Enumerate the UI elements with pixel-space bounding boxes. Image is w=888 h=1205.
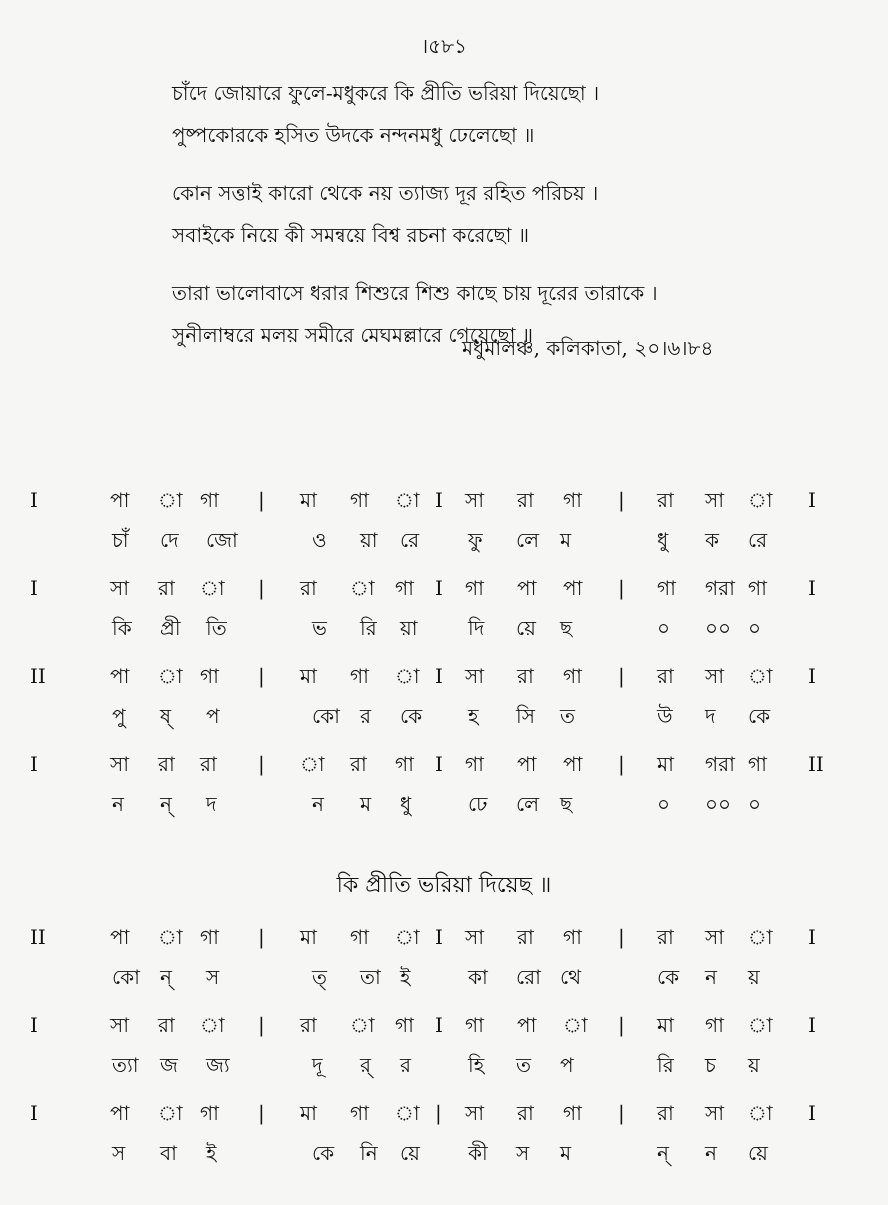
lyric-syllable: ত্যা: [112, 1053, 139, 1077]
swara-line: [0, 1093, 888, 1133]
lyric-syllable: ত: [560, 704, 576, 728]
swara-note: া: [350, 576, 375, 600]
lyric-syllable: ন: [705, 1141, 717, 1165]
swara-note: া: [395, 488, 420, 512]
swara-note: II: [30, 925, 46, 949]
lyric-syllable: ক: [705, 528, 719, 552]
swara-note: সা: [465, 925, 485, 949]
swara-note: সা: [705, 1101, 725, 1125]
swara-note: মা: [300, 925, 317, 949]
lyric-syllable-line: [0, 696, 888, 736]
swara-note: গা: [465, 752, 484, 776]
lyric-syllable-line: [0, 957, 888, 997]
notation-row: [0, 917, 888, 997]
lyric-syllable: লে: [516, 528, 540, 552]
lyric-syllable: দ: [705, 704, 716, 728]
swara-note: গা: [465, 576, 484, 600]
swara-note: রা: [158, 752, 175, 776]
swara-note: রা: [300, 1013, 317, 1037]
swara-note: গা: [200, 488, 219, 512]
lyric-syllable: ত: [516, 1053, 532, 1077]
swara-note: গা: [395, 752, 414, 776]
swara-note: |: [618, 576, 625, 600]
swara-note: া: [200, 1013, 225, 1037]
lyric-syllable: ধু: [657, 528, 669, 552]
lyric-syllable: কা: [468, 965, 488, 989]
lyric-syllable: ষ্: [160, 704, 172, 728]
notation-row: [0, 480, 888, 560]
lyric-syllable: ন্: [657, 1141, 669, 1165]
lyric-syllable: প্রী: [160, 616, 181, 640]
lyric-syllable: ম: [360, 792, 372, 816]
lyric-syllable: বা: [160, 1141, 177, 1165]
lyric-syllable: কে: [748, 704, 771, 728]
swara-line: [0, 568, 888, 608]
swara-note: |: [618, 752, 625, 776]
lyric-syllable: ০০: [705, 616, 732, 640]
lyric-syllable: ০: [657, 616, 671, 640]
lyric-syllable: র্: [360, 1053, 372, 1077]
swara-line: [0, 480, 888, 520]
swara-note: I: [30, 1013, 38, 1037]
swara-note: া: [395, 664, 420, 688]
swara-note: I: [435, 752, 443, 776]
swara-note: I: [808, 1101, 816, 1125]
swara-note: া: [350, 1013, 375, 1037]
swara-note: পা: [517, 752, 537, 776]
lyric-syllable: কে: [400, 704, 423, 728]
lyrics-block: [172, 72, 812, 372]
swara-note: রা: [300, 576, 317, 600]
lyric-line: তারা ভালোবাসে ধরার শিশুরে শিশু কাছে চায় দূরের তারাকে ।: [172, 281, 658, 305]
lyric-syllable: ০: [748, 616, 762, 640]
swara-note: সা: [705, 925, 725, 949]
lyric-syllable: পু: [112, 704, 126, 728]
swara-note: II: [30, 664, 46, 688]
swara-note: গা: [350, 488, 369, 512]
lyric-syllable: য়ে: [748, 1141, 768, 1165]
swara-note: I: [808, 664, 816, 688]
swara-note: া: [563, 1013, 588, 1037]
swara-note: গা: [563, 488, 582, 512]
lyric-syllable: কে: [657, 965, 680, 989]
lyric-syllable: প: [206, 704, 220, 728]
swara-note: পা: [517, 1013, 537, 1037]
swara-note: পা: [110, 1101, 130, 1125]
lyric-syllable: তি: [206, 616, 227, 640]
lyric-syllable: কে: [312, 1141, 335, 1165]
swara-note: |: [618, 488, 625, 512]
swara-note: রা: [517, 664, 534, 688]
lyric-syllable: য়ে: [400, 1141, 420, 1165]
swara-note: মা: [657, 752, 674, 776]
swara-line: [0, 744, 888, 784]
swara-note: সা: [705, 488, 725, 512]
swara-note: গা: [200, 664, 219, 688]
swara-note: রা: [517, 1101, 534, 1125]
swara-note: রা: [200, 752, 217, 776]
lyric-syllable: কি: [112, 616, 132, 640]
swara-note: গা: [563, 925, 582, 949]
lyric-syllable: ঢে: [468, 792, 488, 816]
notation-row: [0, 568, 888, 648]
swara-note: পা: [110, 664, 130, 688]
lyric-syllable: ও: [312, 528, 327, 552]
swara-note: I: [435, 488, 443, 512]
notation-row: [0, 656, 888, 736]
swara-line: [0, 656, 888, 696]
lyric-syllable: কো: [312, 704, 340, 728]
lyric-line: সুনীলাম্বরে মলয় সমীরে মেঘমল্লারে গেয়েছো ॥: [172, 323, 534, 347]
swara-note: I: [30, 488, 38, 512]
swara-note: া: [300, 752, 325, 776]
lyric-syllable: রে: [748, 528, 768, 552]
swara-note: গা: [395, 576, 414, 600]
swara-note: া: [395, 925, 420, 949]
swara-note: সা: [110, 1013, 130, 1037]
swara-note: |: [618, 925, 625, 949]
swara-note: া: [158, 1101, 183, 1125]
lyric-syllable-line: [0, 1045, 888, 1085]
swara-note: গরা: [705, 576, 735, 600]
swara-note: I: [808, 576, 816, 600]
swara-note: II: [808, 752, 824, 776]
swara-note: গা: [465, 1013, 484, 1037]
swara-note: রা: [657, 664, 674, 688]
lyric-syllable: লে: [516, 792, 540, 816]
swara-note: গা: [200, 1101, 219, 1125]
lyric-syllable: ধু: [400, 792, 412, 816]
lyric-syllable-line: [0, 608, 888, 648]
refrain-caption: কি প্রীতি ভরিয়া দিয়েছ ॥: [336, 873, 552, 898]
swara-note: া: [395, 1101, 420, 1125]
lyric-syllable: ই: [400, 965, 411, 989]
lyric-syllable: স: [112, 1141, 126, 1165]
swara-note: া: [748, 488, 773, 512]
swara-note: |: [618, 664, 625, 688]
lyric-syllable: ম: [560, 1141, 572, 1165]
swara-note: রা: [657, 1101, 674, 1125]
lyric-syllable-line: [0, 520, 888, 560]
lyric-syllable: স: [516, 1141, 530, 1165]
lyric-syllable: দে: [160, 528, 179, 552]
lyric-syllable: য়: [748, 1053, 760, 1077]
swara-note: I: [808, 488, 816, 512]
lyric-syllable: ন্: [160, 965, 172, 989]
lyric-syllable: দূ: [312, 1053, 323, 1077]
swara-note: I: [30, 576, 38, 600]
lyric-syllable: র: [360, 704, 372, 728]
swara-note: রা: [517, 925, 534, 949]
swara-note: সা: [110, 576, 130, 600]
swara-line: [0, 1005, 888, 1045]
swara-note: গরা: [705, 752, 735, 776]
swara-note: গা: [200, 925, 219, 949]
lyric-syllable: প: [560, 1053, 574, 1077]
lyric-syllable: হ: [468, 704, 479, 728]
lyric-syllable: কো: [112, 965, 140, 989]
notation-row: [0, 1005, 888, 1085]
swara-note: গা: [563, 1101, 582, 1125]
lyric-syllable: হি: [468, 1053, 485, 1077]
stanza: [172, 72, 812, 156]
lyric-line: চাঁদে জোয়ারে ফুলে-মধুকরে কি প্রীতি ভরিয়া দিয়েছো ।: [172, 81, 600, 105]
lyric-syllable: ছ: [560, 616, 573, 640]
swara-note: রা: [158, 576, 175, 600]
lyric-syllable: ন: [312, 792, 324, 816]
swara-note: রা: [657, 488, 674, 512]
lyric-syllable: ভ: [312, 616, 327, 640]
lyric-syllable: রো: [516, 965, 541, 989]
lyric-syllable: ন: [705, 965, 717, 989]
swara-note: সা: [110, 752, 130, 776]
lyric-syllable: র: [400, 1053, 412, 1077]
lyric-syllable: রে: [400, 528, 420, 552]
lyric-syllable: চাঁ: [112, 528, 129, 552]
swara-note: মা: [657, 1013, 674, 1037]
swara-note: |: [258, 576, 265, 600]
swara-note: I: [808, 1013, 816, 1037]
swara-note: া: [748, 925, 773, 949]
swara-note: গা: [705, 1013, 724, 1037]
swara-note: রা: [657, 925, 674, 949]
swara-note: |: [258, 664, 265, 688]
lyric-syllable: ম: [560, 528, 572, 552]
swara-note: I: [30, 752, 38, 776]
swara-note: গা: [350, 925, 369, 949]
lyric-syllable: ছ: [560, 792, 573, 816]
swara-note: I: [435, 1013, 443, 1037]
lyric-syllable: জ্য: [206, 1053, 230, 1077]
lyric-syllable: জো: [206, 528, 238, 552]
lyric-syllable: ই: [206, 1141, 217, 1165]
swara-note: গা: [748, 752, 767, 776]
swara-note: সা: [465, 664, 485, 688]
swara-note: া: [748, 1101, 773, 1125]
lyric-syllable: য়া: [400, 616, 418, 640]
notation-row: [0, 744, 888, 824]
lyric-line: কোন সত্তাই কারো থেকে নয় ত্যাজ্য দূর রহিত পরিচয় ।: [172, 181, 599, 205]
lyric-syllable: চ: [705, 1053, 716, 1077]
lyric-syllable: ০: [748, 792, 762, 816]
swara-note: া: [748, 664, 773, 688]
swara-note: মা: [300, 664, 317, 688]
lyric-syllable: সি: [516, 704, 535, 728]
swara-note: রা: [350, 752, 367, 776]
swara-note: |: [618, 1101, 625, 1125]
lyric-syllable: দি: [468, 616, 485, 640]
swara-note: |: [258, 925, 265, 949]
lyric-syllable: ন্: [160, 792, 172, 816]
lyric-line: পুষ্পকোরকে হসিত উদকে নন্দনমধু ঢেলেছো ॥: [172, 123, 535, 147]
swara-note: |: [258, 752, 265, 776]
swara-note: পা: [110, 488, 130, 512]
swara-note: I: [435, 664, 443, 688]
swara-note: পা: [517, 576, 537, 600]
lyric-line: সবাইকে নিয়ে কী সমন্বয়ে বিশ্ব রচনা করেছো ॥: [172, 223, 530, 247]
swara-note: গা: [350, 1101, 369, 1125]
lyric-syllable: কী: [468, 1141, 488, 1165]
swara-note: সা: [465, 488, 485, 512]
lyric-syllable: দ: [206, 792, 217, 816]
swara-line: [0, 917, 888, 957]
swara-note: গা: [563, 664, 582, 688]
swara-note: মা: [300, 1101, 317, 1125]
lyric-syllable: ত্: [312, 965, 328, 989]
swara-note: পা: [110, 925, 130, 949]
swara-note: |: [435, 1101, 442, 1125]
swara-note: রা: [158, 1013, 175, 1037]
swara-note: |: [258, 488, 265, 512]
swara-note: গা: [350, 664, 369, 688]
swara-note: গা: [395, 1013, 414, 1037]
lyric-syllable: তা: [360, 965, 381, 989]
lyric-syllable: য়া: [360, 528, 378, 552]
lyric-syllable: য়ে: [516, 616, 536, 640]
lyric-syllable: রি: [360, 616, 377, 640]
lyric-syllable: স: [206, 965, 220, 989]
swara-note: মা: [300, 488, 317, 512]
lyric-syllable: ০: [657, 792, 671, 816]
lyric-syllable: থে: [560, 965, 582, 989]
lyric-syllable: উ: [657, 704, 673, 728]
swara-note: |: [618, 1013, 625, 1037]
swara-note: |: [258, 1013, 265, 1037]
swara-note: গা: [657, 576, 676, 600]
lyric-syllable: ন: [112, 792, 124, 816]
swara-note: I: [808, 925, 816, 949]
lyric-syllable-line: [0, 1133, 888, 1173]
lyric-syllable: রি: [657, 1053, 674, 1077]
swara-note: রা: [517, 488, 534, 512]
swara-note: সা: [705, 664, 725, 688]
swara-note: া: [158, 664, 183, 688]
lyric-syllable: য়: [748, 965, 760, 989]
swara-note: I: [30, 1101, 38, 1125]
swara-note: |: [258, 1101, 265, 1125]
swara-note: গা: [748, 576, 767, 600]
lyric-syllable-line: [0, 784, 888, 824]
notation-row: [0, 1093, 888, 1173]
swara-note: া: [200, 576, 225, 600]
swara-note: সা: [465, 1101, 485, 1125]
lyric-syllable: ০০: [705, 792, 732, 816]
swara-note: পা: [563, 752, 583, 776]
lyric-syllable: নি: [360, 1141, 378, 1165]
lyric-syllable: ফু: [468, 528, 483, 552]
swara-note: I: [435, 576, 443, 600]
swara-note: পা: [563, 576, 583, 600]
lyric-syllable: জ: [160, 1053, 178, 1077]
signature-place-date: মধুমালঞ্চ, কলিকাতা, ২০।৬।৮৪: [462, 336, 714, 360]
stanza: [172, 172, 812, 256]
swara-note: I: [435, 925, 443, 949]
page-number: ।৫৮১: [420, 34, 468, 58]
swara-note: া: [158, 488, 183, 512]
swara-note: া: [748, 1013, 773, 1037]
swara-note: া: [158, 925, 183, 949]
